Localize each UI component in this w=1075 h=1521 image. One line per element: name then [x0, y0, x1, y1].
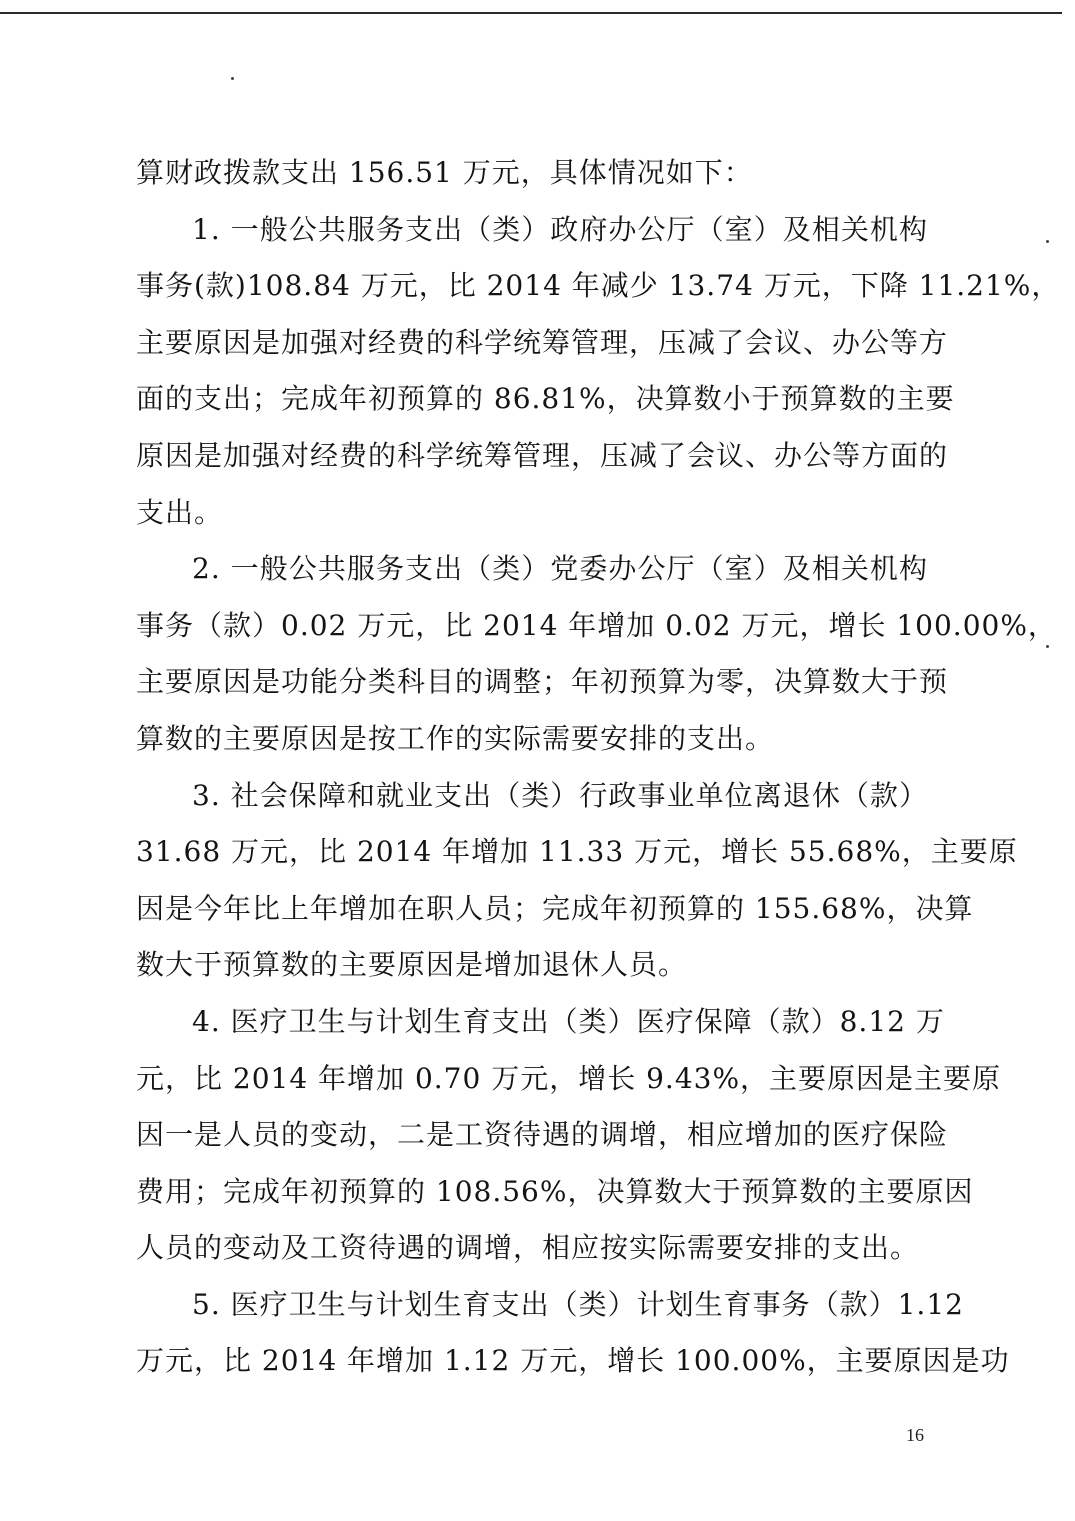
text-line: 万元，比 2014 年增加 1.12 万元，增长 100.00%，主要原因是功 [136, 1344, 1010, 1378]
text-line: 原因是加强对经费的科学统筹管理，压减了会议、办公等方面的 [136, 438, 949, 472]
text-line: 费用；完成年初预算的 108.56%，决算数大于预算数的主要原因 [136, 1174, 974, 1208]
text-line: 元，比 2014 年增加 0.70 万元，增长 9.43%，主要原因是主要原 [136, 1061, 1002, 1095]
text-line: 5. 医疗卫生与计划生育支出（类）计划生育事务（款）1.12 [192, 1287, 964, 1321]
paragraph-intro [136, 145, 928, 202]
paragraph-item-2 [136, 541, 1057, 767]
page-number: 16 [906, 1425, 924, 1445]
paragraph-item-3 [136, 768, 1018, 994]
text-line: 4. 医疗卫生与计划生育支出（类）医疗保障（款）8.12 万 [192, 1004, 945, 1038]
text-line: 1. 一般公共服务支出（类）政府办公厅（室）及相关机构 [192, 212, 928, 246]
text-line: 人员的变动及工资待遇的调增，相应按实际需要安排的支出。 [136, 1231, 920, 1265]
text-line: 事务（款）0.02 万元，比 2014 年增加 0.02 万元，增长 100.00%， [136, 608, 1057, 642]
paragraph-item-1 [136, 202, 1061, 542]
text-line: 支出。 [136, 495, 224, 529]
document-body [136, 145, 1061, 1390]
text-line: 因一是人员的变动，二是工资待遇的调增，相应增加的医疗保险 [136, 1118, 949, 1152]
text-line: 2. 一般公共服务支出（类）党委办公厅（室）及相关机构 [192, 552, 928, 586]
text-line: 因是今年比上年增加在职人员；完成年初预算的 155.68%，决算 [136, 891, 974, 925]
scan-speck [1046, 645, 1049, 648]
text-line: 数大于预算数的主要原因是增加退休人员。 [136, 948, 688, 982]
text-line: 3. 社会保障和就业支出（类）行政事业单位离退休（款） [192, 778, 928, 812]
paragraph-item-5 [136, 1277, 1010, 1390]
scan-speck [231, 77, 234, 80]
scan-speck [1046, 240, 1049, 243]
top-rule [0, 12, 1062, 14]
text-line: 算数的主要原因是按工作的实际需要安排的支出。 [136, 721, 775, 755]
text-line: 面的支出；完成年初预算的 86.81%，决算数小于预算数的主要 [136, 382, 955, 416]
text-line: 主要原因是功能分类科目的调整；年初预算为零，决算数大于预 [136, 665, 949, 699]
paragraph-item-4 [136, 994, 1002, 1277]
text-line: 31.68 万元，比 2014 年增加 11.33 万元，增长 55.68%，主要原 [136, 835, 1018, 869]
text-line: 主要原因是加强对经费的科学统筹管理，压减了会议、办公等方 [136, 325, 949, 359]
text-line: 算财政拨款支出 156.51 万元，具体情况如下： [136, 156, 753, 189]
text-line: 事务(款)108.84 万元，比 2014 年减少 13.74 万元，下降 11.21%， [136, 269, 1061, 303]
